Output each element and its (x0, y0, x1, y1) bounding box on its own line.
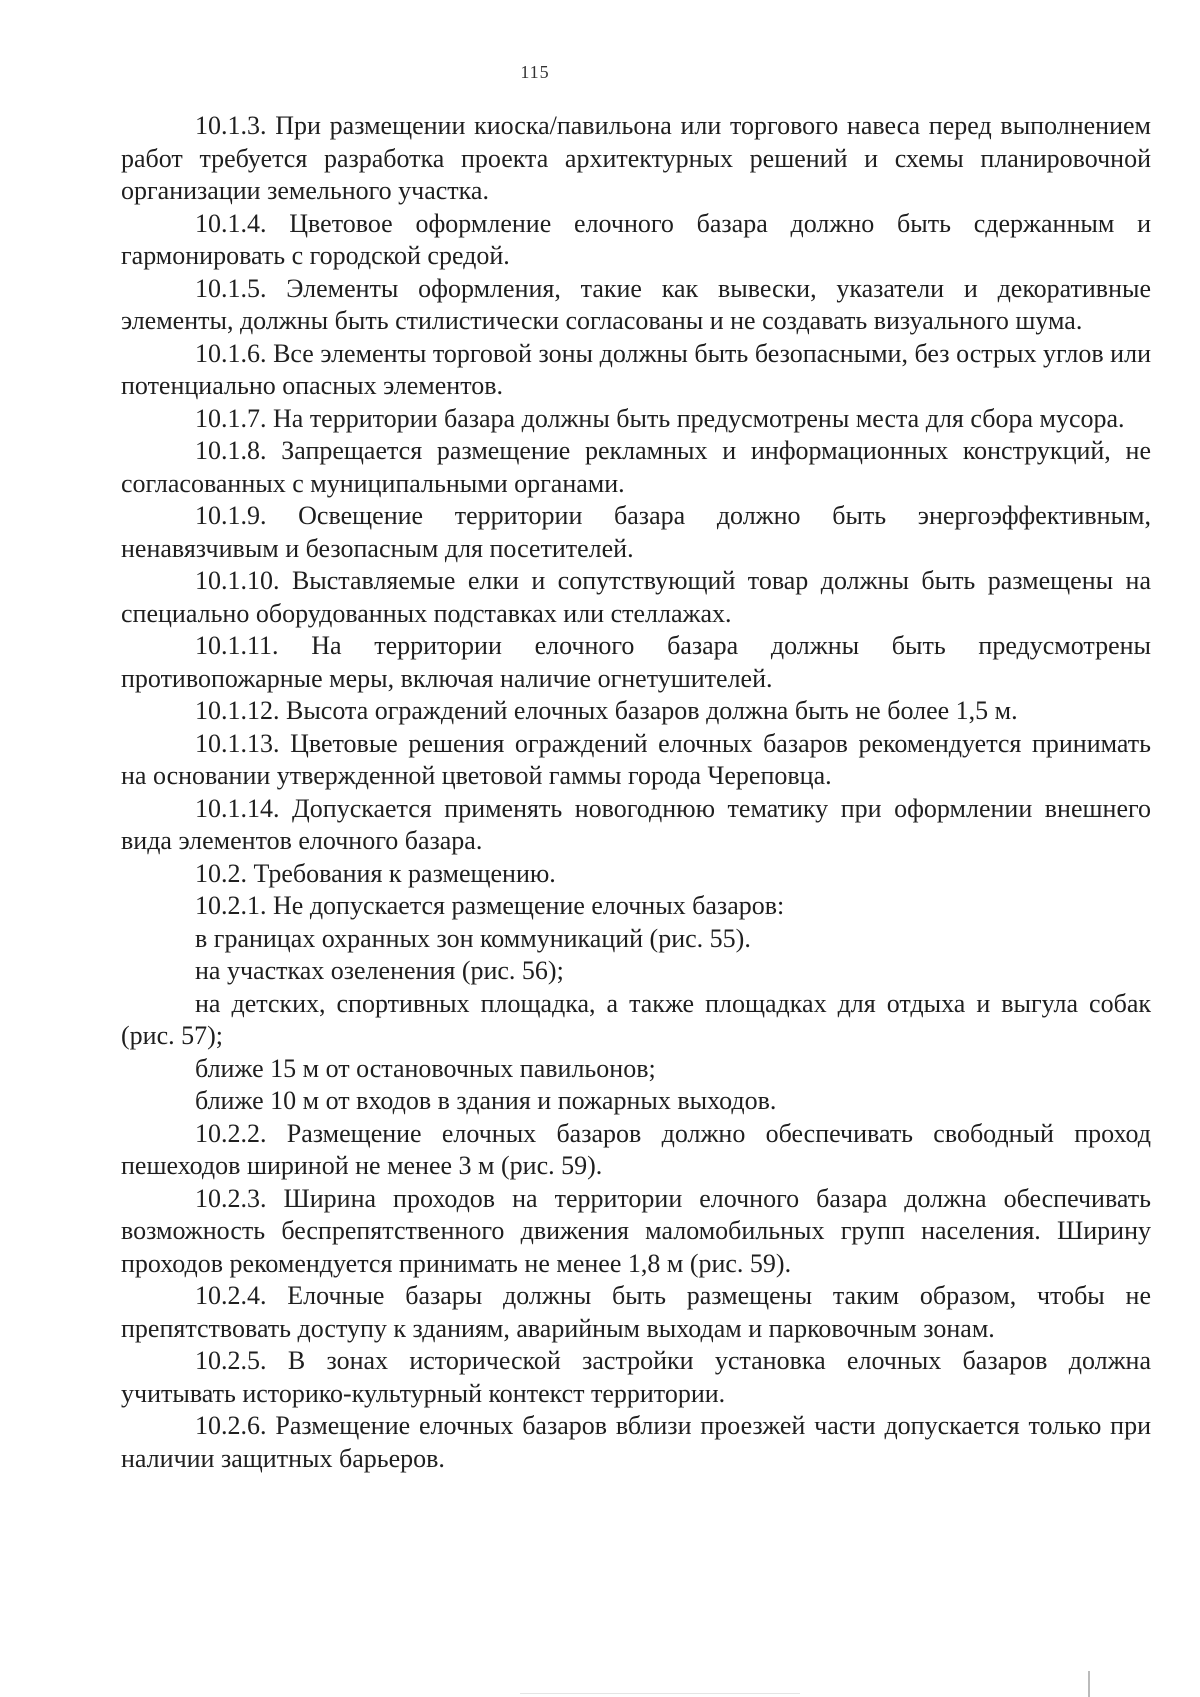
paragraph-10-1-13: 10.1.13. Цветовые решения ограждений елочных базаров рекомендуется принимать на основании утвержденной цветовой гаммы города Череповца. (121, 728, 1151, 790)
list-item: в границах охранных зон коммуникаций (рис. 55). (195, 923, 751, 953)
scan-edge-line (520, 1693, 800, 1694)
list-item: ближе 10 м от входов в здания и пожарных выходов. (195, 1086, 777, 1115)
paragraph-10-2-2: 10.2.2. Размещение елочных базаров должно обеспечивать свободный проход пешеходов шириной не менее 3 м (рис. 59). (121, 1118, 1151, 1180)
document-body (121, 110, 1151, 1475)
paragraph-10-1-9: 10.1.9. Освещение территории базара должно быть энергоэффективным, ненавязчивым и безопасным для посетителей. (121, 501, 1151, 563)
paragraph-10-2-1: 10.2.1. Не допускается размещение елочных базаров: (195, 891, 785, 920)
paragraph-10-2-6: 10.2.6. Размещение елочных базаров вблизи проезжей части допускается только при наличии защитных барьеров. (121, 1411, 1151, 1473)
paragraph-10-1-6: 10.1.6. Все элементы торговой зоны должны быть безопасными, без острых углов или потенциально опасных элементов. (121, 338, 1151, 400)
list-item: на детских, спортивных площадка, а также площадках для отдыха и выгула собак (рис. 57); (121, 988, 1151, 1050)
paragraph-10-1-8: 10.1.8. Запрещается размещение рекламных и информационных конструкций, не согласованных с муниципальными органами. (121, 436, 1151, 498)
list-item: ближе 15 м от остановочных павильонов; (195, 1053, 656, 1083)
paragraph-10-1-12: 10.1.12. Высота ограждений елочных базаров должна быть не более 1,5 м. (195, 696, 1018, 725)
paragraph-10-1-7: 10.1.7. На территории базара должны быть предусмотрены места для сбора мусора. (195, 403, 1125, 433)
list-item: на участках озеленения (рис. 56); (195, 956, 564, 985)
paragraph-10-2-5: 10.2.5. В зонах исторической застройки установка елочных базаров должна учитывать историко-культурный контекст территории. (121, 1346, 1151, 1408)
paragraph-10-1-11: 10.1.11. На территории елочного базара должны быть предусмотрены противопожарные меры, включая наличие огнетушителей. (121, 631, 1151, 693)
scan-edge-mark (1088, 1671, 1090, 1697)
paragraph-10-1-5: 10.1.5. Элементы оформления, такие как вывески, указатели и декоративные элементы, должны быть стилистически согласованы и не создавать визуального шума. (121, 273, 1151, 335)
paragraph-10-1-3: 10.1.3. При размещении киоска/павильона или торгового навеса перед выполнением работ требуется разработка проекта архитектурных решений и схемы планировочной организации земельного участка. (121, 111, 1151, 205)
paragraph-10-1-14: 10.1.14. Допускается применять новогоднюю тематику при оформлении внешнего вида элементов елочного базара. (121, 793, 1151, 855)
paragraph-10-2-4: 10.2.4. Елочные базары должны быть размещены таким образом, чтобы не препятствовать доступу к зданиям, аварийным выходам и парковочным зонам. (121, 1281, 1151, 1343)
section-heading-10-2: 10.2. Требования к размещению. (195, 858, 556, 888)
page-number: 115 (520, 62, 550, 82)
paragraph-10-1-4: 10.1.4. Цветовое оформление елочного базара должно быть сдержанным и гармонировать с городской средой. (121, 208, 1151, 270)
paragraph-10-1-10: 10.1.10. Выставляемые елки и сопутствующий товар должны быть размещены на специально оборудованных подставках или стеллажах. (121, 566, 1151, 628)
paragraph-10-2-3: 10.2.3. Ширина проходов на территории елочного базара должна обеспечивать возможность беспрепятственного движения маломобильных групп населения. Ширину проходов рекомендуется принимать не менее 1,8 м (рис. 59). (121, 1183, 1151, 1278)
